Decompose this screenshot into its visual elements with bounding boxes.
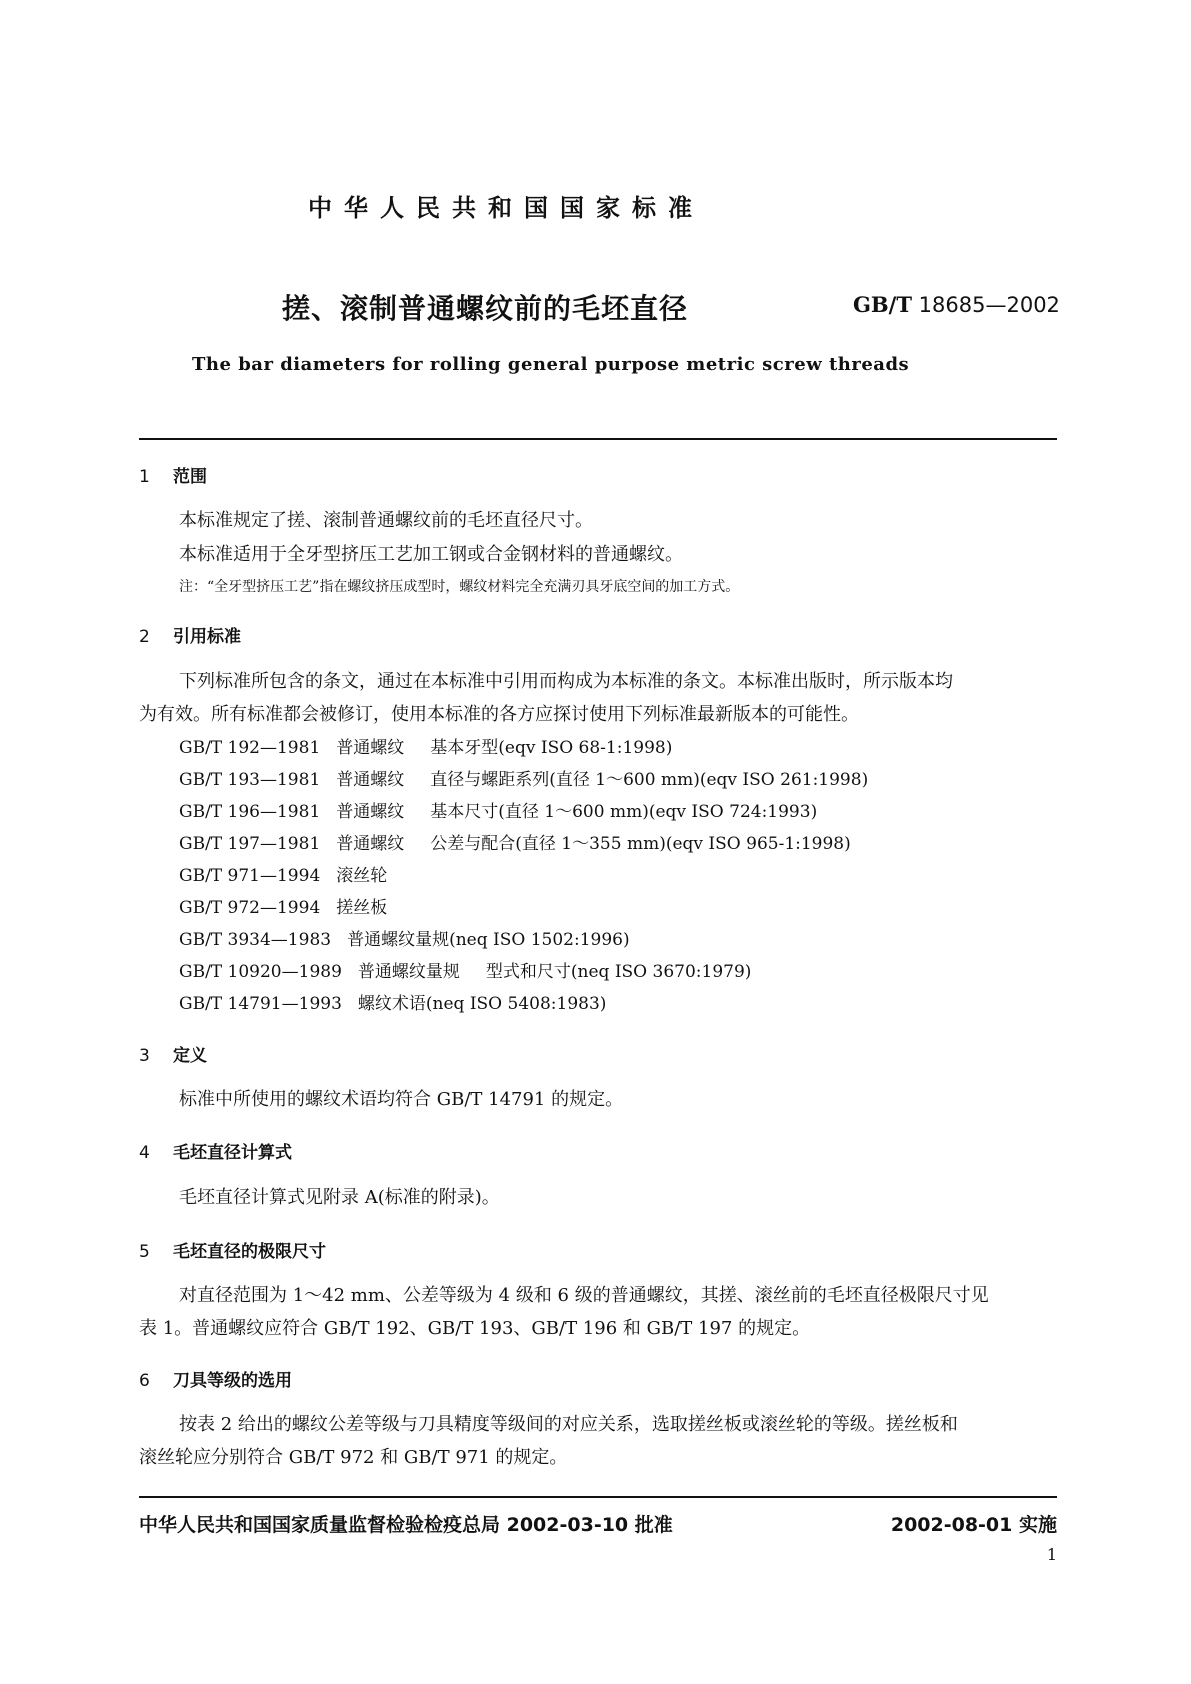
reference-code: GB/T 197—1981 (179, 834, 321, 854)
section-number: 3 (139, 1046, 150, 1066)
reference-code: GB/T 971—1994 (179, 866, 321, 886)
section-number: 2 (139, 627, 150, 647)
reference-name: 普通螺纹 (336, 802, 405, 822)
section-title: 范围 (173, 467, 207, 487)
section-3-heading (139, 1041, 207, 1066)
section-number: 6 (139, 1371, 150, 1391)
reference-code: GB/T 14791—1993 (179, 994, 342, 1014)
reference-item (179, 765, 868, 790)
paragraph: 毛坯直径计算式见附录 A(标准的附录)。 (179, 1187, 500, 1208)
reference-item (179, 957, 751, 982)
paragraph: 表 1。普通螺纹应符合 GB/T 192、GB/T 193、GB/T 196 和 GB/T 197 的规定。 (139, 1318, 811, 1339)
reference-name: 螺纹术语(neq ISO 5408:1983) (357, 994, 607, 1014)
reference-code: GB/T 193—1981 (179, 770, 321, 790)
reference-code: GB/T 196—1981 (179, 802, 321, 822)
header-divider (139, 438, 1057, 440)
standard-code (853, 292, 1060, 317)
reference-name: 滚丝轮 (336, 866, 388, 886)
reference-code: GB/T 3934—1983 (179, 930, 332, 950)
paragraph: 本标准适用于全牙型挤压工艺加工钢或合金钢材料的普通螺纹。 (179, 544, 683, 565)
reference-item (179, 925, 630, 950)
section-title: 毛坯直径计算式 (173, 1143, 292, 1163)
document-title: 搓、滚制普通螺纹前的毛坯直径 (282, 292, 689, 325)
reference-name: 普通螺纹 (336, 770, 405, 790)
note: 注：“全牙型挤压工艺”指在螺纹挤压成型时，螺纹材料完全充满刃具牙底空间的加工方式。 (179, 579, 740, 595)
reference-item (179, 861, 387, 886)
reference-detail: 基本尺寸(直径 1～600 mm)(eqv ISO 724:1993) (430, 802, 818, 822)
paragraph: 滚丝轮应分别符合 GB/T 972 和 GB/T 971 的规定。 (139, 1447, 568, 1468)
reference-code: GB/T 10920—1989 (179, 962, 342, 982)
reference-code: GB/T 192—1981 (179, 738, 321, 758)
section-number: 4 (139, 1143, 150, 1163)
paragraph: 本标准规定了搓、滚制普通螺纹前的毛坯直径尺寸。 (179, 510, 593, 531)
reference-item (179, 829, 851, 854)
implementation-date: 2002-08-01 实施 (890, 1514, 1057, 1536)
page-number: 1 (1046, 1545, 1057, 1564)
section-5-heading (139, 1237, 326, 1262)
paragraph: 下列标准所包含的条文，通过在本标准中引用而构成为本标准的条文。本标准出版时，所示版本均 (179, 671, 953, 692)
reference-item (179, 733, 672, 758)
reference-detail: 基本牙型(eqv ISO 68-1:1998) (430, 738, 673, 758)
section-title: 引用标准 (173, 627, 241, 647)
reference-item (179, 797, 817, 822)
standard-code-prefix: GB/T (853, 292, 912, 317)
standard-code-number: 18685—2002 (918, 293, 1060, 317)
reference-detail: 公差与配合(直径 1～355 mm)(eqv ISO 965-1:1998) (430, 834, 851, 854)
reference-name: 搓丝板 (336, 898, 388, 918)
reference-detail: 直径与螺距系列(直径 1～600 mm)(eqv ISO 261:1998) (430, 770, 869, 790)
reference-name: 普通螺纹量规 (357, 962, 460, 982)
section-4-heading (139, 1138, 292, 1163)
reference-name: 普通螺纹 (336, 738, 405, 758)
paragraph: 标准中所使用的螺纹术语均符合 GB/T 14791 的规定。 (179, 1089, 624, 1110)
section-title: 刀具等级的选用 (173, 1371, 292, 1391)
reference-name: 普通螺纹 (336, 834, 405, 854)
section-title: 毛坯直径的极限尺寸 (173, 1242, 326, 1262)
paragraph: 按表 2 给出的螺纹公差等级与刀具精度等级间的对应关系，选取搓丝板或滚丝轮的等级。搓丝板和 (179, 1414, 958, 1435)
reference-item (179, 893, 387, 918)
paragraph: 对直径范围为 1～42 mm、公差等级为 4 级和 6 级的普通螺纹，其搓、滚丝前的毛坯直径极限尺寸见 (179, 1285, 989, 1306)
section-number: 1 (139, 467, 150, 487)
section-6-heading (139, 1366, 292, 1391)
section-1-heading (139, 462, 207, 487)
approval-line: 中华人民共和国国家质量监督检验检疫总局 2002-03-10 批准 (139, 1514, 673, 1536)
footer-divider (139, 1496, 1057, 1498)
reference-name: 普通螺纹量规(neq ISO 1502:1996) (347, 930, 630, 950)
reference-item (179, 989, 606, 1014)
section-number: 5 (139, 1242, 150, 1262)
section-title: 定义 (173, 1046, 207, 1066)
reference-detail: 型式和尺寸(neq ISO 3670:1979) (485, 962, 752, 982)
section-2-heading (139, 622, 241, 647)
document-title-english: The bar diameters for rolling general purpose metric screw threads (192, 354, 910, 375)
reference-code: GB/T 972—1994 (179, 898, 321, 918)
paragraph: 为有效。所有标准都会被修订，使用本标准的各方应探讨使用下列标准最新版本的可能性。 (139, 704, 859, 725)
national-standard-heading: 中华人民共和国国家标准 (308, 194, 704, 222)
